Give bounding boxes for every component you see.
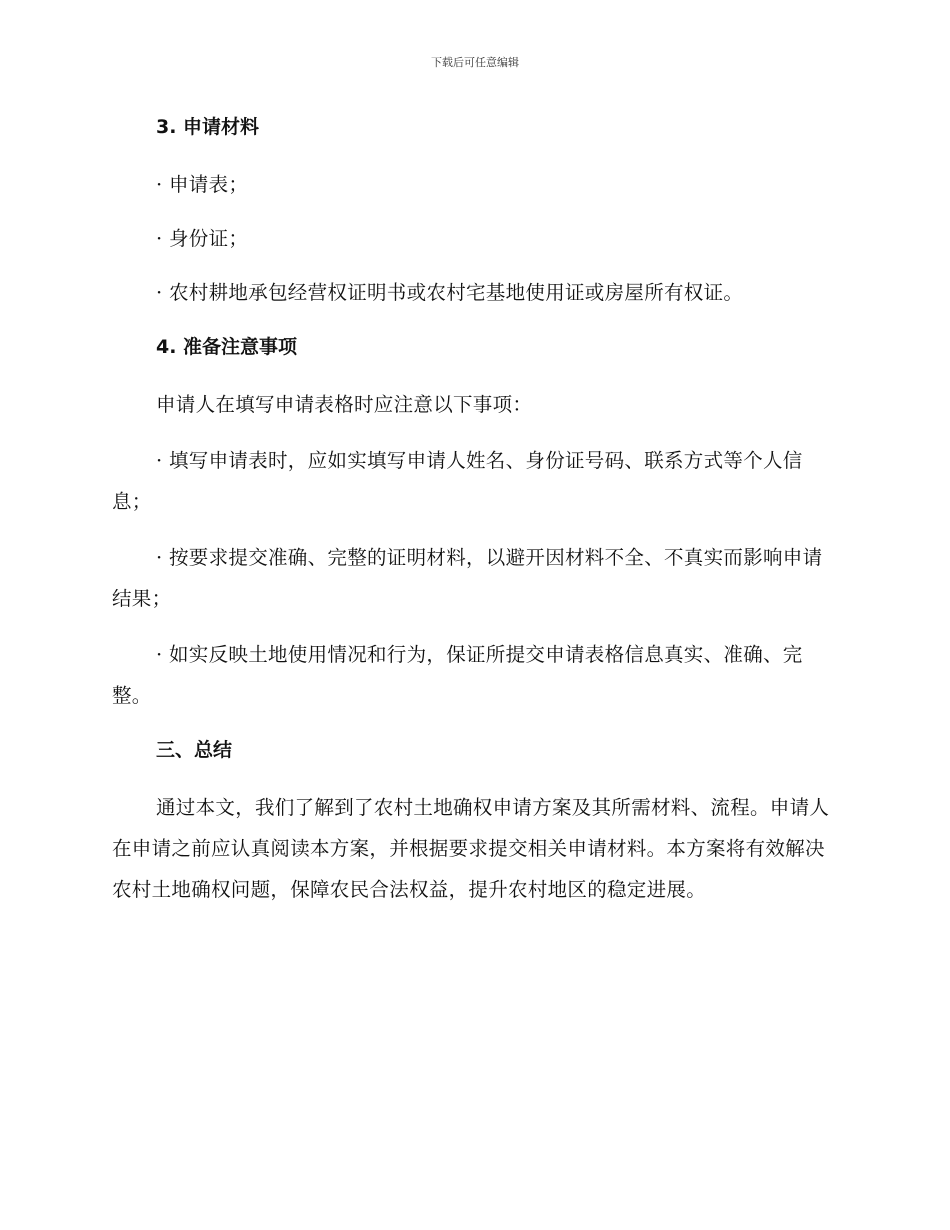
precautions-intro: 申请人在填写申请表格时应注意以下事项： — [156, 393, 533, 416]
page-header: 下载后可任意编辑 — [431, 56, 519, 69]
list-item-application-form: · 申请表； — [156, 173, 249, 196]
list-item-certificates: · 农村耕地承包经营权证明书或农村宅基地使用证或房屋所有权证。 — [156, 281, 744, 304]
list-item-personal-info: · 填写申请表时，应如实填写申请人姓名、身份证号码、联系方式等个人信息； — [112, 449, 803, 513]
document-body — [112, 108, 834, 925]
section-heading-materials: 3. 申请材料 — [156, 116, 260, 138]
summary-paragraph: 通过本文，我们了解到了农村土地确权申请方案及其所需材料、流程。申请人在申请之前应认真阅读本方案，并根据要求提交相关申请材料。本方案将有效解决农村土地确权问题，保障农民合法权益，提升农村地区的稳定进展。 — [112, 796, 830, 901]
list-item-accurate-materials: · 按要求提交准确、完整的证明材料，以避开因材料不全、不真实而影响申请结果； — [112, 546, 823, 610]
list-item-truthful-info: · 如实反映土地使用情况和行为，保证所提交申请表格信息真实、准确、完整。 — [112, 643, 803, 707]
section-heading-summary: 三、总结 — [156, 739, 233, 761]
section-heading-precautions: 4. 准备注意事项 — [156, 336, 298, 358]
list-item-id-card: · 身份证； — [156, 227, 249, 250]
